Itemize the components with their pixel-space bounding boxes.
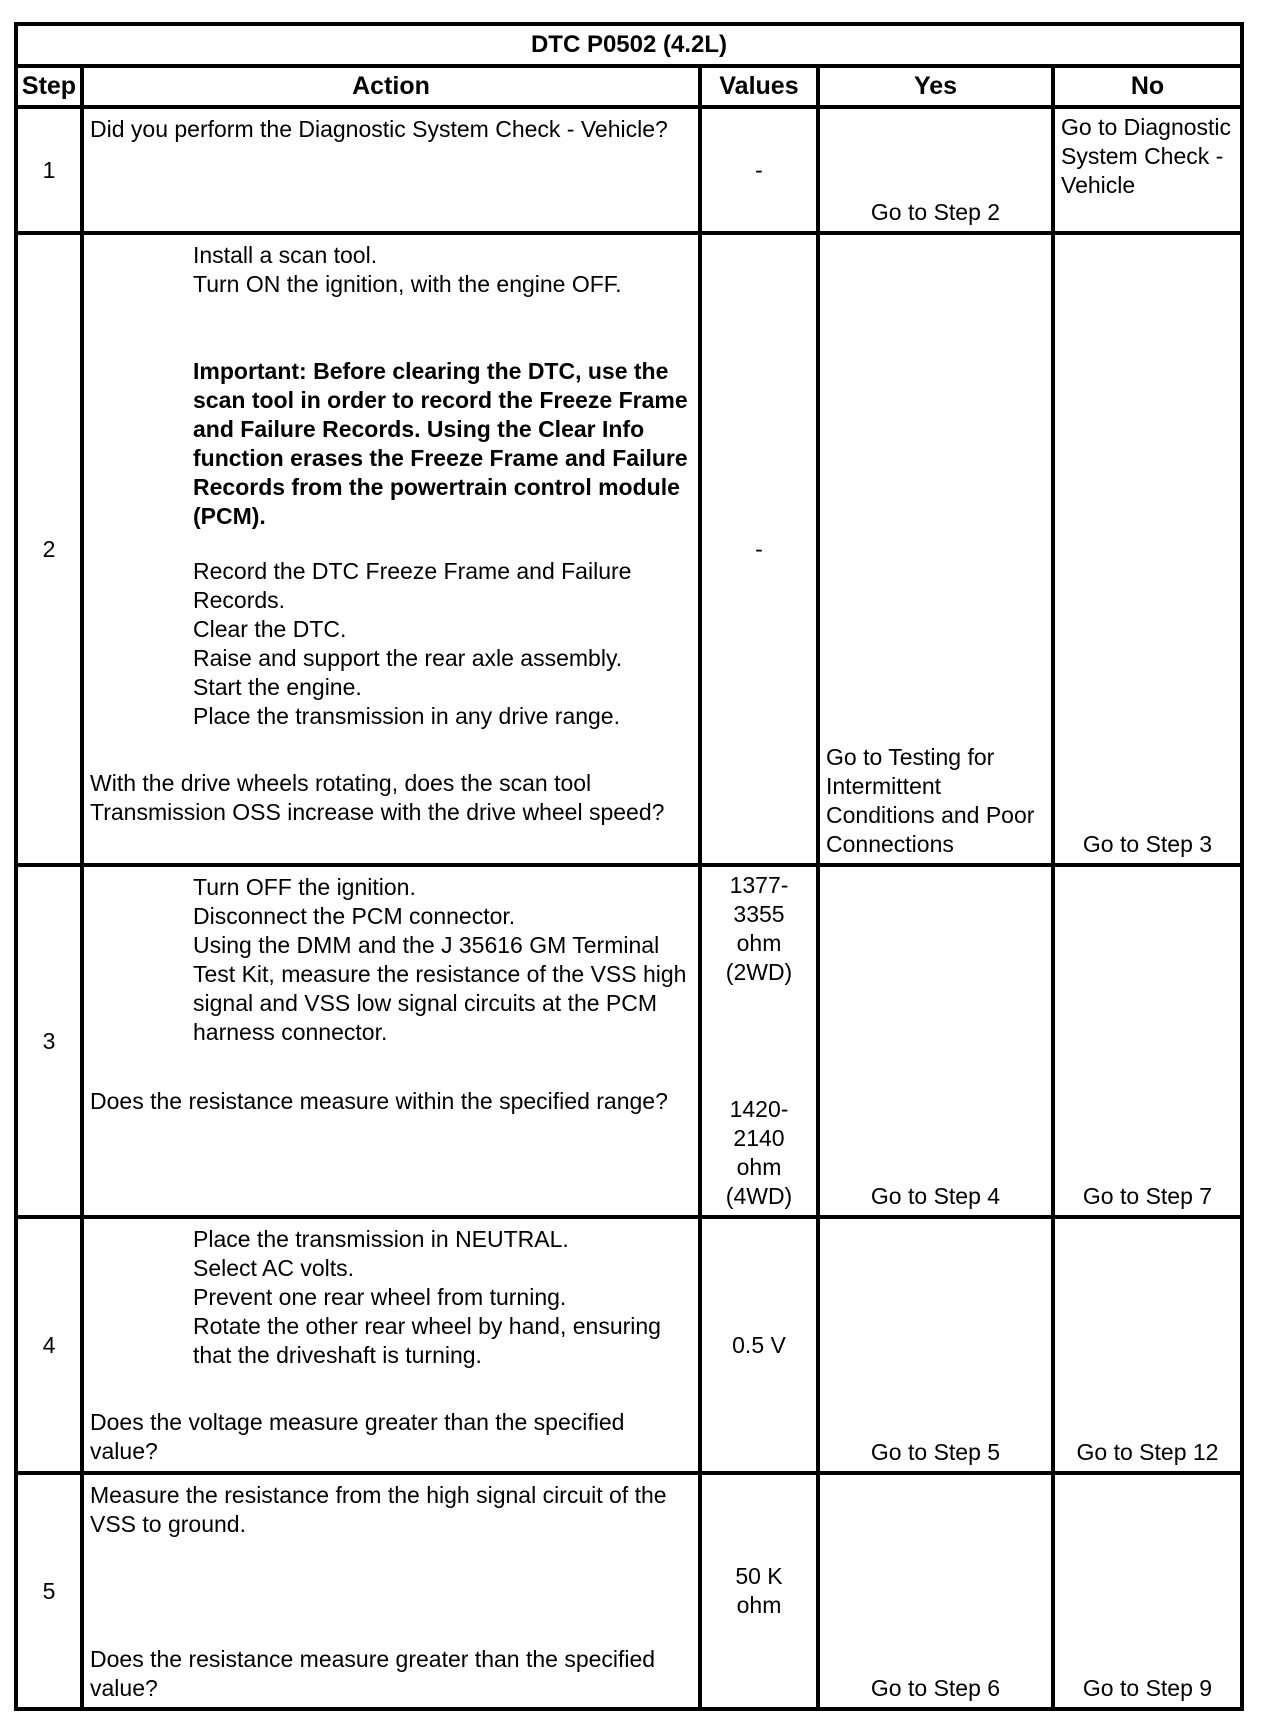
action-cell (82, 1473, 700, 1709)
step-number: 4 (16, 1217, 82, 1473)
action-step: Turn ON the ignition, with the engine OFF. (193, 271, 622, 297)
action-step: Start the engine. (193, 674, 362, 700)
value-4wd: 1420-2140 ohm (4WD) (725, 1096, 793, 1209)
question-text: Does the resistance measure greater than the specified value? (90, 1646, 656, 1701)
action-step: Place the transmission in NEUTRAL. (193, 1226, 569, 1252)
yes-cell: Go to Step 5 (818, 1217, 1053, 1473)
no-cell: Go to Diagnostic System Check - Vehicle (1053, 107, 1242, 233)
action-step: Install a scan tool. (193, 242, 378, 268)
action-step: Clear the DTC. (193, 616, 347, 642)
dtc-table (14, 22, 1244, 1711)
yes-cell: Go to Testing for Intermittent Conditions and Poor Connections (818, 233, 1053, 865)
value-cell: 0.5 V (700, 1217, 818, 1473)
no-cell: Go to Step 7 (1053, 865, 1242, 1217)
action-step: Place the transmission in any drive range. (193, 703, 620, 729)
header-action: Action (82, 66, 700, 107)
header-row (16, 66, 1242, 107)
question-text: With the drive wheels rotating, does the scan tool Transmission OSS increase with the drive wheel speed? (90, 770, 665, 825)
question-text: Does the resistance measure within the specified range? (90, 1088, 668, 1114)
question-text: Does the voltage measure greater than the specified value? (90, 1409, 625, 1464)
no-cell: Go to Step 12 (1053, 1217, 1242, 1473)
action-step: Select AC volts. (193, 1255, 355, 1281)
step-number: 1 (16, 107, 82, 233)
statement-text: Measure the resistance from the high signal circuit of the VSS to ground. (90, 1482, 667, 1537)
action-step: Prevent one rear wheel from turning. (193, 1284, 567, 1310)
table-row-step-1 (16, 107, 1242, 233)
action-step: Rotate the other rear wheel by hand, ensuring that the driveshaft is turning. (193, 1313, 661, 1368)
value-cell: - (700, 233, 818, 865)
action-step: Record the DTC Freeze Frame and Failure Records. (193, 558, 632, 613)
header-yes: Yes (818, 66, 1053, 107)
table-row-step-2 (16, 233, 1242, 865)
table-row-step-3 (16, 865, 1242, 1217)
table-row-step-4 (16, 1217, 1242, 1473)
value-2wd: 1377-3355 ohm (2WD) (725, 872, 793, 985)
question-text: Did you perform the Diagnostic System Check - Vehicle? (90, 116, 668, 142)
yes-cell: Go to Step 2 (818, 107, 1053, 233)
no-cell: Go to Step 9 (1053, 1473, 1242, 1709)
step-number: 5 (16, 1473, 82, 1709)
action-step: Using the DMM and the J 35616 GM Terminal Test Kit, measure the resistance of the VSS high signal and VSS low signal circuits at the PCM harness connector. (193, 932, 687, 1045)
action-cell (82, 107, 700, 233)
action-cell (82, 1217, 700, 1473)
action-cell (82, 233, 700, 865)
value-cell: - (700, 107, 818, 233)
value-cell (700, 865, 818, 1217)
important-note: Important: Before clearing the DTC, use the scan tool in order to record the Freeze Frame and Failure Records. Using the Clear Info function erases the Freeze Frame and Failure Records from the powertrain control module (PCM). (193, 358, 688, 529)
no-cell: Go to Step 3 (1053, 233, 1242, 865)
action-step: Raise and support the rear axle assembly. (193, 645, 623, 671)
value-cell: 50 K ohm (700, 1473, 818, 1709)
table-title: DTC P0502 (4.2L) (16, 24, 1242, 66)
action-step: Disconnect the PCM connector. (193, 903, 516, 929)
yes-cell: Go to Step 6 (818, 1473, 1053, 1709)
step-number: 2 (16, 233, 82, 865)
header-step: Step (16, 66, 82, 107)
action-cell (82, 865, 700, 1217)
header-values: Values (700, 66, 818, 107)
action-step: Turn OFF the ignition. (193, 874, 416, 900)
step-number: 3 (16, 865, 82, 1217)
yes-cell: Go to Step 4 (818, 865, 1053, 1217)
table-row-step-5 (16, 1473, 1242, 1709)
header-no: No (1053, 66, 1242, 107)
